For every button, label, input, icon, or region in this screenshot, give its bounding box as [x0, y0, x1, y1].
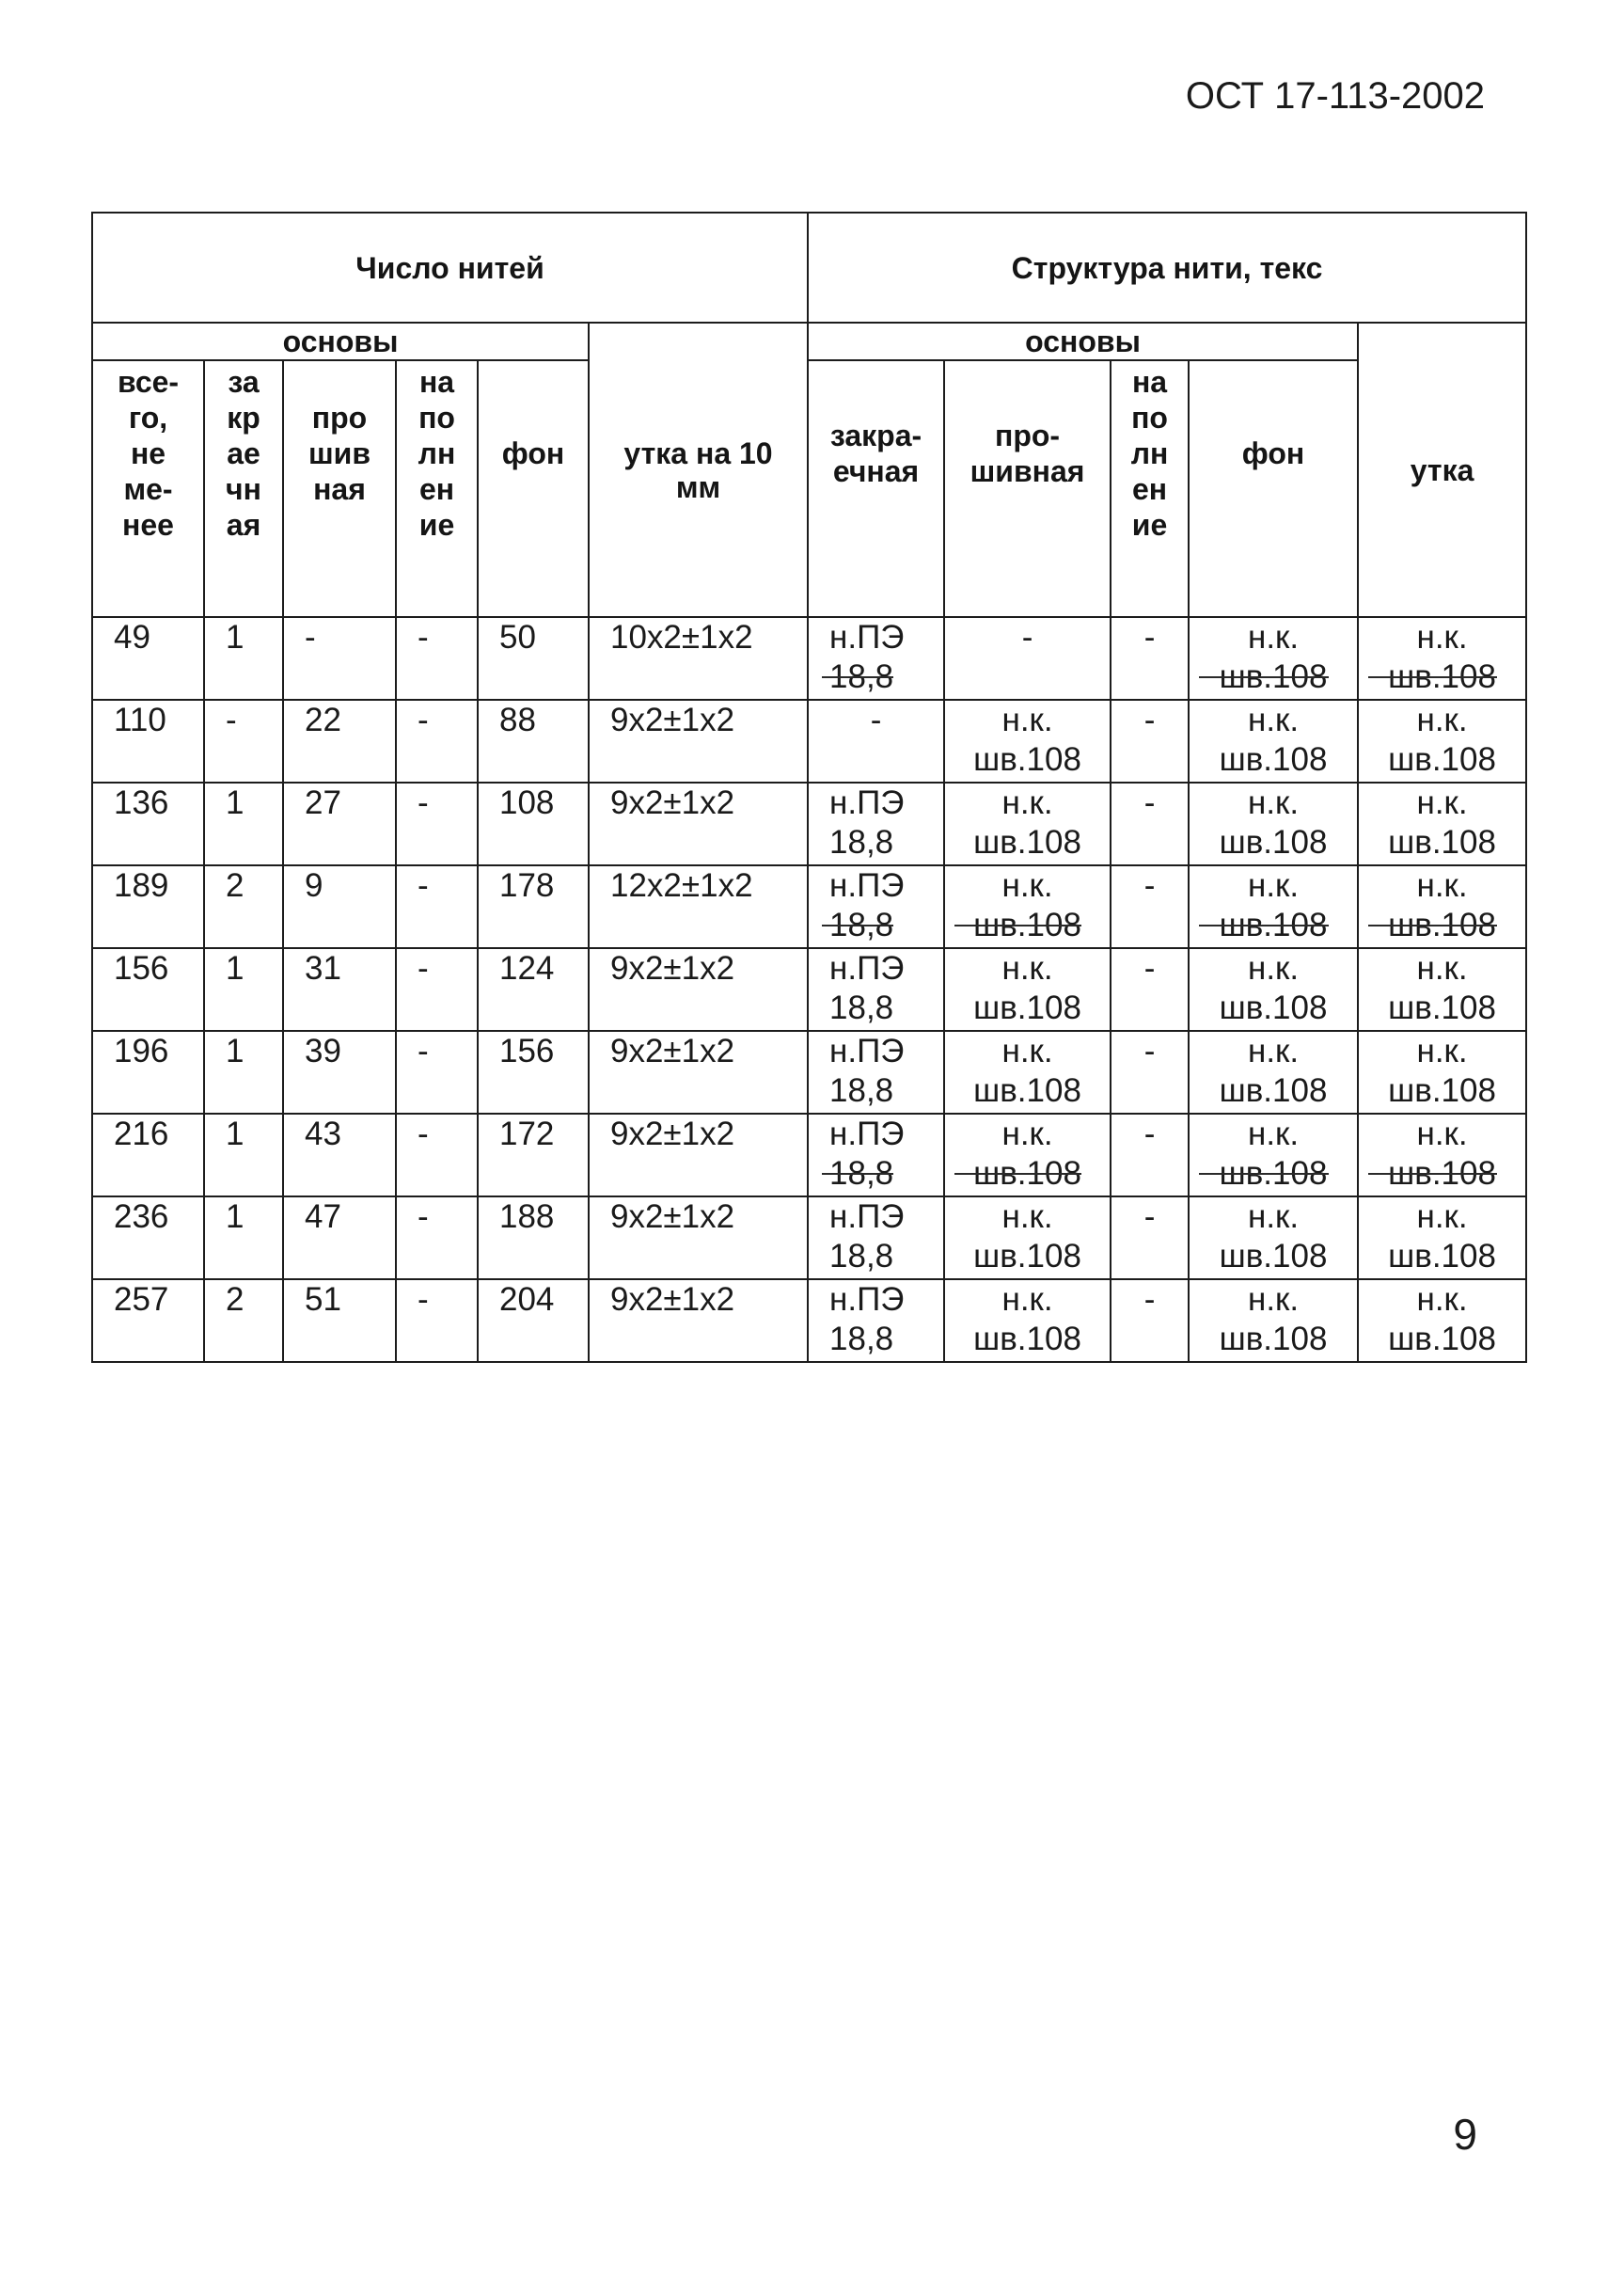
cell-filling: -	[396, 948, 478, 1031]
cell-ground: 124	[478, 948, 589, 1031]
cell-selvage-yarn: н.ПЭ 18,8	[808, 948, 944, 1031]
cell-weft-yarn: н.к. шв.108	[1358, 1114, 1526, 1196]
cell-ground-yarn: н.к. шв.108	[1189, 1196, 1358, 1279]
cell-ground-yarn: н.к. шв.108	[1189, 948, 1358, 1031]
cell-selvage-yarn: н.ПЭ 18,8	[808, 1031, 944, 1114]
col-header-selvage: за кр ае чн ая	[204, 360, 283, 617]
cell-weft-per-10mm: 12x2±1x2	[589, 865, 808, 948]
cell-filling: -	[396, 865, 478, 948]
cell-stitching: 22	[283, 700, 396, 783]
cell-selvage: 1	[204, 1114, 283, 1196]
cell-stitching: 31	[283, 948, 396, 1031]
col-header-ground: фон	[478, 360, 589, 617]
cell-selvage: 2	[204, 865, 283, 948]
cell-total: 216	[92, 1114, 204, 1196]
cell-filling-yarn: -	[1111, 617, 1189, 700]
cell-selvage-yarn: -	[808, 700, 944, 783]
cell-total: 196	[92, 1031, 204, 1114]
table-row	[92, 1114, 1526, 1196]
cell-stitching-yarn: н.к. шв.108	[944, 1279, 1111, 1362]
cell-filling-yarn: -	[1111, 1279, 1189, 1362]
cell-selvage: 1	[204, 1196, 283, 1279]
table-row	[92, 948, 1526, 1031]
cell-weft-yarn: н.к. шв.108	[1358, 700, 1526, 783]
cell-stitching-yarn: н.к. шв.108	[944, 865, 1111, 948]
cell-stitching: 47	[283, 1196, 396, 1279]
col-header-filling: на по лн ен ие	[396, 360, 478, 617]
col-header-total: все- го, не ме- нее	[92, 360, 204, 617]
cell-stitching-yarn: -	[944, 617, 1111, 700]
table-row	[92, 617, 1526, 700]
cell-total: 49	[92, 617, 204, 700]
cell-selvage: 1	[204, 1031, 283, 1114]
cell-ground-yarn: н.к. шв.108	[1189, 700, 1358, 783]
table-row	[92, 865, 1526, 948]
cell-selvage-yarn: н.ПЭ 18,8	[808, 783, 944, 865]
cell-ground-yarn: н.к. шв.108	[1189, 1114, 1358, 1196]
table-row	[92, 1196, 1526, 1279]
cell-weft-yarn: н.к. шв.108	[1358, 617, 1526, 700]
cell-filling-yarn: -	[1111, 700, 1189, 783]
cell-weft-per-10mm: 9x2±1x2	[589, 1279, 808, 1362]
cell-selvage: -	[204, 700, 283, 783]
warp-header-row	[92, 323, 1526, 360]
cell-stitching-yarn: н.к. шв.108	[944, 1196, 1111, 1279]
cell-ground: 178	[478, 865, 589, 948]
cell-ground: 204	[478, 1279, 589, 1362]
document-code: ОСТ 17-113-2002	[1185, 75, 1485, 117]
cell-selvage: 1	[204, 948, 283, 1031]
cell-filling: -	[396, 700, 478, 783]
spec-table	[91, 212, 1527, 1363]
cell-selvage-yarn: н.ПЭ 18,8	[808, 865, 944, 948]
warp-label-right: основы	[808, 323, 1358, 360]
cell-ground-yarn: н.к. шв.108	[1189, 1279, 1358, 1362]
cell-weft-per-10mm: 10x2±1x2	[589, 617, 808, 700]
cell-selvage-yarn: н.ПЭ 18,8	[808, 1279, 944, 1362]
cell-selvage-yarn: н.ПЭ 18,8	[808, 1196, 944, 1279]
col-header-struct-filling: на по лн ен ие	[1111, 360, 1189, 617]
cell-selvage: 1	[204, 617, 283, 700]
cell-weft-yarn: н.к. шв.108	[1358, 865, 1526, 948]
cell-ground: 156	[478, 1031, 589, 1114]
cell-filling: -	[396, 783, 478, 865]
cell-weft-per-10mm: 9x2±1x2	[589, 783, 808, 865]
cell-stitching: 9	[283, 865, 396, 948]
cell-total: 257	[92, 1279, 204, 1362]
cell-stitching-yarn: н.к. шв.108	[944, 1031, 1111, 1114]
group-header-row	[92, 213, 1526, 323]
cell-weft-yarn: н.к. шв.108	[1358, 1196, 1526, 1279]
cell-filling-yarn: -	[1111, 948, 1189, 1031]
cell-stitching: 51	[283, 1279, 396, 1362]
cell-weft-per-10mm: 9x2±1x2	[589, 1031, 808, 1114]
cell-ground: 188	[478, 1196, 589, 1279]
cell-stitching-yarn: н.к. шв.108	[944, 783, 1111, 865]
cell-ground: 172	[478, 1114, 589, 1196]
cell-weft-yarn: н.к. шв.108	[1358, 1279, 1526, 1362]
cell-ground-yarn: н.к. шв.108	[1189, 1031, 1358, 1114]
table-body	[92, 617, 1526, 1362]
cell-weft-per-10mm: 9x2±1x2	[589, 700, 808, 783]
cell-filling: -	[396, 617, 478, 700]
cell-weft-per-10mm: 9x2±1x2	[589, 1196, 808, 1279]
cell-ground-yarn: н.к. шв.108	[1189, 865, 1358, 948]
cell-selvage: 1	[204, 783, 283, 865]
cell-weft-yarn: н.к. шв.108	[1358, 1031, 1526, 1114]
cell-ground: 50	[478, 617, 589, 700]
col-header-struct-selvage: закра- ечная	[808, 360, 944, 617]
cell-stitching: 39	[283, 1031, 396, 1114]
table-row	[92, 1279, 1526, 1362]
cell-ground-yarn: н.к. шв.108	[1189, 617, 1358, 700]
cell-weft-per-10mm: 9x2±1x2	[589, 1114, 808, 1196]
cell-stitching: 27	[283, 783, 396, 865]
col-header-weft-per-10mm: утка на 10 мм	[589, 323, 808, 617]
cell-filling-yarn: -	[1111, 1114, 1189, 1196]
table-row	[92, 783, 1526, 865]
group-header-thread-structure: Структура нити, текс	[808, 213, 1526, 323]
cell-stitching-yarn: н.к. шв.108	[944, 948, 1111, 1031]
cell-stitching-yarn: н.к. шв.108	[944, 1114, 1111, 1196]
col-header-struct-ground: фон	[1189, 360, 1358, 617]
cell-weft-yarn: н.к. шв.108	[1358, 948, 1526, 1031]
cell-weft-yarn: н.к. шв.108	[1358, 783, 1526, 865]
cell-total: 189	[92, 865, 204, 948]
col-header-struct-weft: утка	[1358, 323, 1526, 617]
table-row	[92, 1031, 1526, 1114]
cell-filling: -	[396, 1279, 478, 1362]
cell-selvage-yarn: н.ПЭ 18,8	[808, 617, 944, 700]
col-header-stitching: про шив ная	[283, 360, 396, 617]
cell-total: 236	[92, 1196, 204, 1279]
cell-filling: -	[396, 1031, 478, 1114]
cell-weft-per-10mm: 9x2±1x2	[589, 948, 808, 1031]
cell-selvage-yarn: н.ПЭ 18,8	[808, 1114, 944, 1196]
table-header	[92, 213, 1526, 617]
cell-filling-yarn: -	[1111, 1031, 1189, 1114]
group-header-thread-count: Число нитей	[92, 213, 808, 323]
cell-filling-yarn: -	[1111, 1196, 1189, 1279]
cell-filling: -	[396, 1196, 478, 1279]
page-number: 9	[1453, 2110, 1477, 2159]
table-row	[92, 700, 1526, 783]
cell-ground: 88	[478, 700, 589, 783]
cell-filling-yarn: -	[1111, 783, 1189, 865]
cell-total: 156	[92, 948, 204, 1031]
cell-filling-yarn: -	[1111, 865, 1189, 948]
cell-total: 110	[92, 700, 204, 783]
cell-stitching: -	[283, 617, 396, 700]
cell-filling: -	[396, 1114, 478, 1196]
cell-selvage: 2	[204, 1279, 283, 1362]
col-header-struct-stitching: про- шивная	[944, 360, 1111, 617]
cell-stitching: 43	[283, 1114, 396, 1196]
cell-ground: 108	[478, 783, 589, 865]
cell-total: 136	[92, 783, 204, 865]
warp-label-left: основы	[92, 323, 589, 360]
cell-ground-yarn: н.к. шв.108	[1189, 783, 1358, 865]
cell-stitching-yarn: н.к. шв.108	[944, 700, 1111, 783]
column-header-row	[92, 360, 1526, 617]
